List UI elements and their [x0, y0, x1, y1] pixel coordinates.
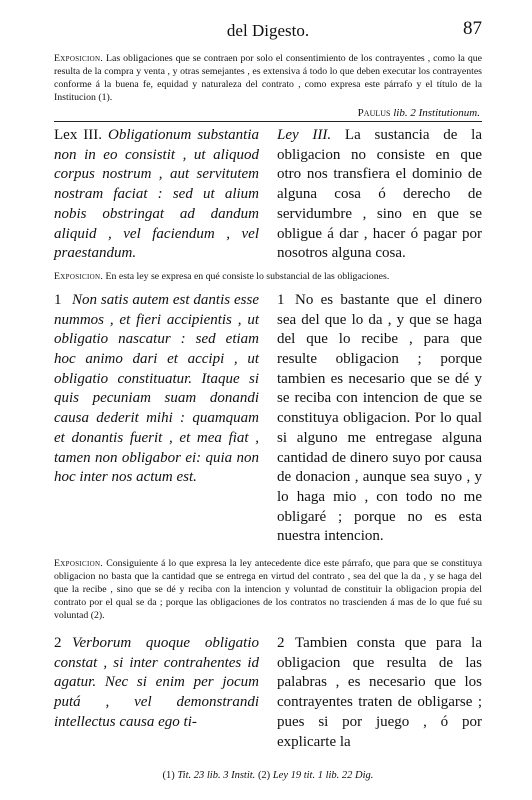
exposicion-label: Exposicion. [54, 53, 104, 64]
latin-column [54, 291, 259, 547]
spanish-column [277, 634, 482, 752]
latin-column [54, 634, 259, 752]
latin-column [54, 126, 259, 264]
page-body [54, 48, 482, 752]
attribution-work: lib. 2 Institutionum. [393, 107, 480, 119]
footnote-2-text: Ley 19 tit. 1 lib. 22 Dig. [272, 770, 374, 781]
lex-3 [54, 126, 482, 264]
exposicion-2 [54, 270, 482, 283]
spanish-column [277, 126, 482, 264]
running-title: del Digesto. [226, 21, 310, 40]
footnote-2-mark: (2) [257, 770, 271, 781]
latin-text: Obligationum substantia non in eo consistit , ut aliquod corpus nostrum , aut servitutem nostram faciat : sed ut alium nobis obstringat ad dandum aliquid , vel faciendum , vel praestandum. [54, 127, 260, 262]
spanish-text: La sustancia de la obligacion no consiste en que otro nos transfiera el dominio de alguna cosa ó derecho de servidumbre , sino en que se obligue á dar , hacer ó pagar por nosotros alguna cosa. [277, 127, 482, 262]
exposicion-label: Exposicion. [54, 558, 104, 570]
exposicion-3 [54, 557, 482, 622]
footnotes [54, 770, 482, 781]
exposicion-text: Las obligaciones que se contraen por solo el consentimiento de los contrayentes , como la que resulta de la compra y venta , y otras semejantes , es extensiva á todo lo que deben executar los contrayentes conforme á la buena fe, equidad y naturaleza del contrato , como expresa este párrafo y el título de la Institucion (1). [54, 53, 482, 103]
paragraph-number: 2 [54, 635, 62, 652]
footnote-1-mark: (1) [162, 770, 175, 781]
footnote-1-text: Tit. 23 lib. 3 Instit. [177, 770, 256, 781]
exposicion-text: En esta ley se expresa en qué consiste lo substancial de las obligaciones. [105, 270, 390, 282]
attribution-author: Paulus [357, 107, 391, 119]
exposicion-text: Consiguiente á lo que expresa la ley antecedente dice este párrafo, que para que se constituya obligacion no basta que la cantidad que se entrega en virtud del contrato , sea del que la da , y se haga del que la recibe , sino que se dé y reciba con la intencion y voluntad de constituir la obligacion propia del contrato por el qual se da ; porque las obligaciones de los contratos no trascienden á mas de lo que fué su voluntad (2). [54, 558, 482, 622]
spanish-text: No es bastante que el dinero sea del que lo da , y que se haga del que lo recibe , para que resulte obligacion ; porque tambien es necesario que se dé y se reciba con intencion de que se constituya obligacion. Por lo qual si alguno me entregase alguna cantidad de dinero suyo por causa de donacion , aunque sea suyo , y lo haga mio , con todo no me obligaré ; porque no es esta nuestra intencion. [277, 291, 482, 545]
exposicion-label: Exposicion. [54, 270, 104, 282]
running-head [54, 18, 482, 42]
latin-heading: Lex III. [54, 127, 103, 143]
spanish-text: Tambien consta que para la obligacion que resulta de las palabras , es necesario que los contrayentes traten de obligarse ; pues si por juego , ó por explicarte la [277, 635, 482, 750]
attribution [54, 107, 480, 119]
paragraph-1 [54, 291, 482, 547]
spanish-heading: Ley III. [277, 127, 332, 143]
paragraph-number: 1 [277, 291, 285, 308]
paragraph-2 [54, 634, 482, 752]
page-number: 87 [463, 18, 482, 39]
paragraph-number: 1 [54, 291, 62, 308]
exposicion-1 [54, 52, 482, 104]
spanish-column [277, 291, 482, 547]
divider [54, 121, 482, 122]
latin-text: Non satis autem est dantis esse nummos , et fieri accipientis , ut obligatio nascatur : sed etiam hoc animo dari et accipi , ut obligatio constituatur. Itaque si quis pecuniam suam donandi causa dederit mihi : quamquam et donantis fuerit , et mea fiat , tamen non obligabor ei: quia non hoc inter nos actum est. [54, 291, 259, 486]
paragraph-number: 2 [277, 635, 285, 652]
latin-text: Verborum quoque obligatio constat , si inter contrahentes id agatur. Nec si enim per jocum putá , vel demonstrandi intellectus causa ego ti- [54, 635, 259, 730]
